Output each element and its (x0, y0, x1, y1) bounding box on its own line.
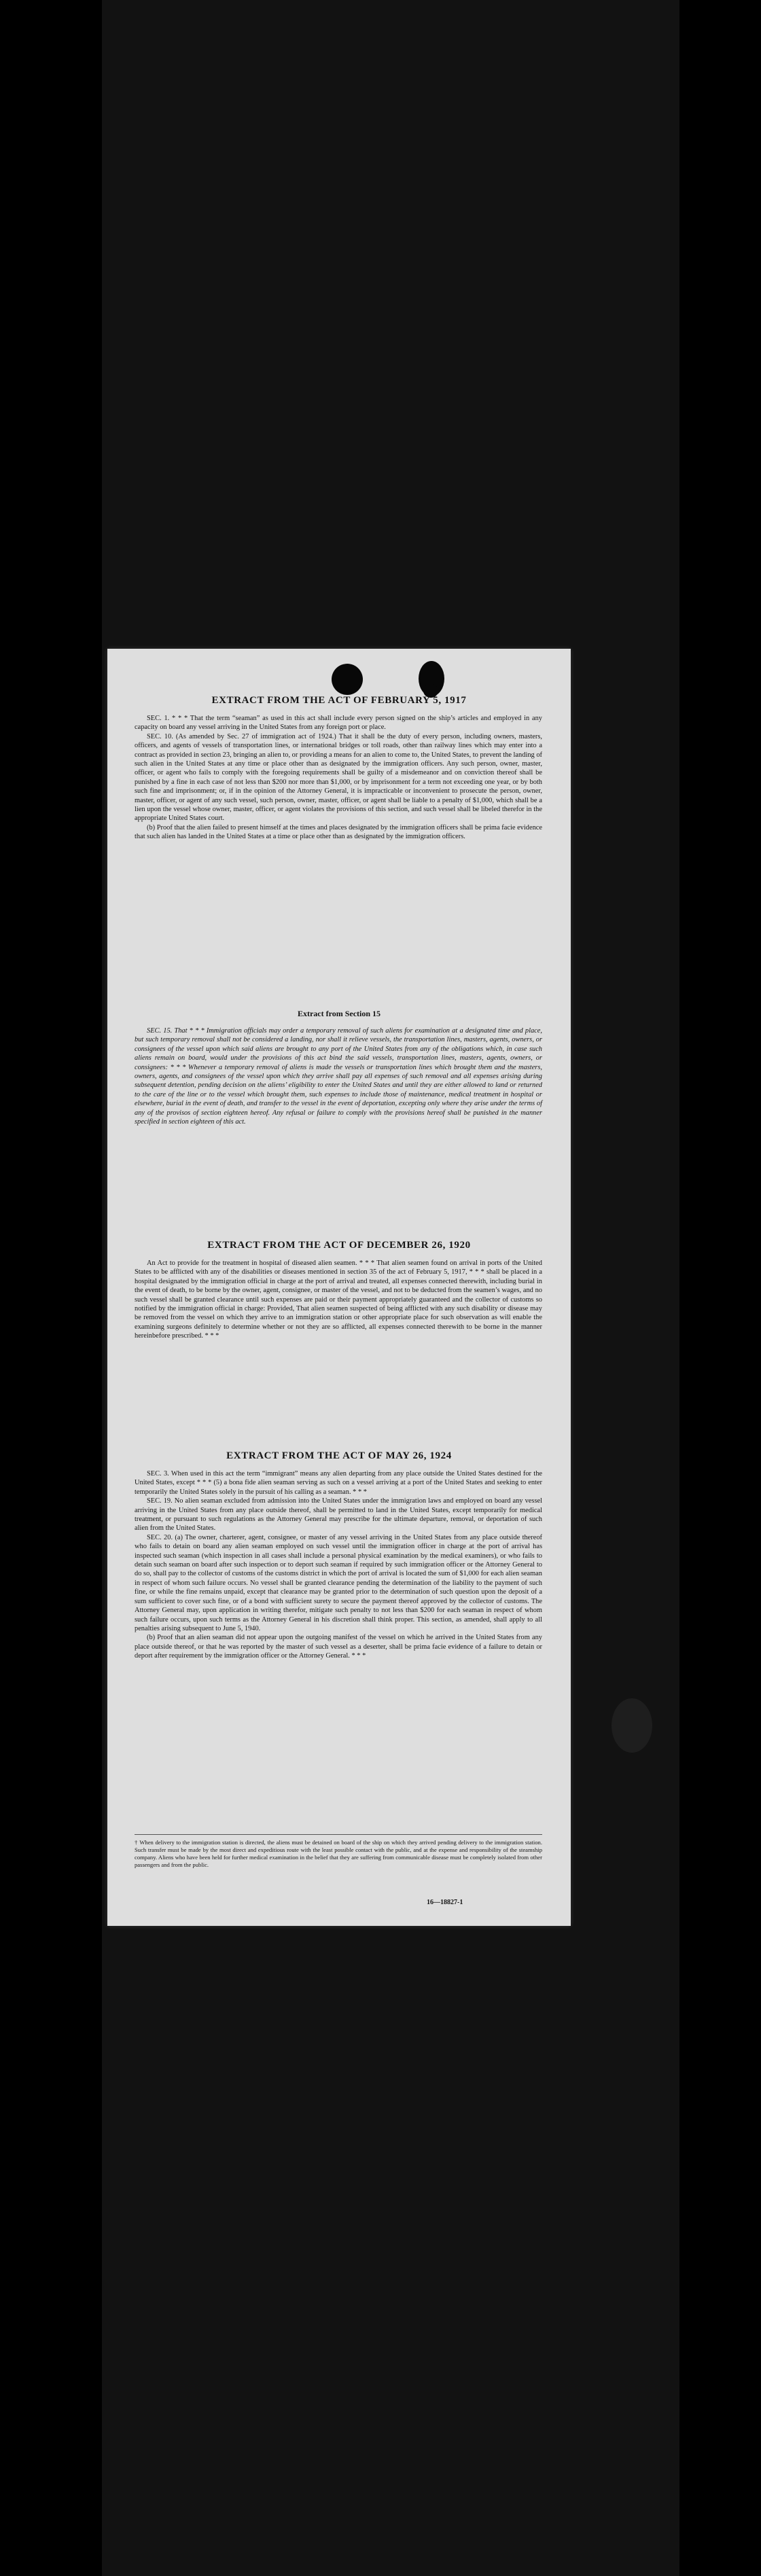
section-block-1917 (135, 714, 542, 842)
sub-heading-section-15: Extract from Section 15 (297, 1009, 381, 1018)
section-block-15 (135, 1026, 542, 1126)
punch-hole (332, 664, 363, 695)
heading-act-1924: EXTRACT FROM THE ACT OF MAY 26, 1924 (226, 1450, 452, 1461)
document-page (107, 649, 571, 1926)
form-number: 16—18827-1 (427, 1899, 463, 1906)
footnote: † When delivery to the immigration station is directed, the aliens must be detained on board of the ship on which they arrived pending delivery to the immigration station. Such transfer must be made by the most direct and expeditious route with the least possible contact with the public, and at the expense and responsibility of the steamship company. Aliens who have been held for further medical examination in the belief that they are suffering from communicable disease must be completely isolated from other passengers and from the public. (135, 1839, 542, 1868)
footnote-divider (135, 1834, 542, 1835)
paragraph-act-1920: An Act to provide for the treatment in hospital of diseased alien seamen. * * * That alien seamen found on arrival in ports of the United States to be afflicted with any of the disabilities or diseases mentioned in section 35 of the act of February 5, 1917, * * * shall be placed in a hospital designated by the immigration official in charge at the port of arrival and treated, all expenses connected therewith, including burial in the event of death, to be borne by the owner, agent, consignee, or master of the vessel, and not to be deducted from the seamen’s wages, and no such vessel shall be granted clearance until such expenses are paid or their payment appropriately guaranteed and the collector of customs so notified by the immigration official in charge: Provided, That alien seamen suspected of being afflicted with any such disability or disease may be removed from the vessel on which they arrive to an immigration station or other appropriate place for such observation as will enable the examining surgeons definitely to determine whether or not they are so afflicted, all expenses connected therewith to be borne in the manner hereinbefore prescribed. * * * (135, 1259, 542, 1340)
paragraph-sec-19: SEC. 19. No alien seaman excluded from admission into the United States under the immigration laws and employed on board any vessel arriving in the United States from any place outside thereof, shall be permitted to land in the United States, except temporarily for medical treatment, or pursuant to such regulations as the Attorney General may prescribe for the ultimate departure, removal, or deportation of such alien from the United States. (135, 1497, 542, 1533)
paragraph-sec-10-b: (b) Proof that the alien failed to present himself at the times and places designated by the immigration officers shall be prima facie evidence that such alien has landed in the United States at a time or place other than as designated by the immigration officers. (135, 823, 542, 841)
paragraph-sec-10: SEC. 10. (As amended by Sec. 27 of immigration act of 1924.) That it shall be the duty of every person, including owners, masters, officers, and agents of vessels of transportation lines, or international bridges or toll roads, other than railway lines which may enter into a contract as provided in section 23, bringing an alien to, or providing a means for an alien to come to, the United States, to prevent the landing of such alien in the United States at any time or place other than as designated by the immigration officers. Any such person, owner, master, officer, or agent who fails to comply with the foregoing requirements shall be guilty of a misdemeanor and on conviction thereof shall be punished by a fine in each case of not less than $200 nor more than $1,000, or by imprisonment for a term not exceeding one year, or by both such fine and imprisonment; or, if in the opinion of the Attorney General, it is impracticable or inconvenient to prosecute the person, owner, master, officer, or agent of any such vessel, such person, owner, master, officer, or agent shall be liable to a penalty of $1,000, which shall be a lien upon the vessel whose owner, master, officer, or agent violates the provisions of this section, and such vessel shall be libeled therefor in the appropriate United States court. (135, 732, 542, 823)
section-block-1924 (135, 1469, 542, 1661)
film-blemish (612, 1698, 652, 1753)
film-border-right (679, 0, 761, 2576)
paragraph-sec-20: SEC. 20. (a) The owner, charterer, agent, consignee, or master of any vessel arriving in the United States from any place outside thereof who fails to detain on board any alien seaman employed on such vessel until the immigration officer in charge at the port of arrival has inspected such seaman (which inspection in all cases shall include a personal physical examination by the medical examiners), or who fails to detain such seaman on board after such inspection or to deport such seaman if required by such immigration officer or the Attorney General to do so, shall pay to the collector of customs of the customs district in which the port of arrival is located the sum of $1,000 for each alien seaman in respect of whom such failure occurs. No vessel shall be granted clearance pending the determination of the liability to the payment of such fine, or while the fine remains unpaid, except that clearance may be granted prior to the determination of such question upon the deposit of a sum sufficient to cover such fine, or of a bond with sufficient surety to secure the payment thereof approved by the collector of customs. The Attorney General may, upon application in writing therefor, mitigate such penalty to not less than $200 for each seaman in respect of whom such failure occurs, upon such terms as the Attorney General in his discretion shall think proper. This section, as amended, shall apply to all penalties arising subsequent to June 5, 1940. (135, 1533, 542, 1632)
paragraph-sec-15: SEC. 15. That * * * Immigration officials may order a temporary removal of such aliens for examination at a designated time and place, but such temporary removal shall not be considered a landing, nor shall it relieve vessels, the transportation lines, masters, agents, owners, or consignees of the vessel upon which said aliens are brought to any port of the United States from any of the obligations which, in case such aliens remain on board, would under the provisions of this act bind the said vessels, transportation lines, masters, agents, owners, or consignees: * * * Whenever a temporary removal of aliens is made the vessels or transportation lines which brought them and the masters, owners, agents, and consignees of the vessel upon which they arrive shall pay all expenses of such removal and all expenses arising during subsequent detention, pending decision on the aliens’ eligibility to enter the United States and until they are either allowed to land or returned to the care of the line or to the vessel which brought them, such expenses to include those of maintenance, medical treatment in hospital or elsewhere, burial in the event of death, and transfer to the vessel in the event of deportation, excepting only where they arise under the terms of any of the provisos of section eighteen hereof. Any refusal or failure to comply with the provisions hereof shall be punished in the manner specified in section eighteen of this act. (135, 1027, 542, 1126)
section-block-1920 (135, 1259, 542, 1341)
paragraph-sec-1: SEC. 1. * * * That the term “seaman” as used in this act shall include every person signed on the ship’s articles and employed in any capacity on board any vessel arriving in the United States from any foreign port or place. (135, 715, 542, 732)
heading-act-1917: EXTRACT FROM THE ACT OF FEBRUARY 5, 1917 (211, 695, 467, 706)
paragraph-sec-20-b: (b) Proof that an alien seaman did not appear upon the outgoing manifest of the vessel on which he arrived in the United States from any place outside thereof, or that he was reported by the master of such vessel as a deserter, shall be prima facie evidence of a failure to detain or deport after requirement by the immigration officer or the Attorney General. * * * (135, 1634, 542, 1660)
heading-act-1920: EXTRACT FROM THE ACT OF DECEMBER 26, 1920 (207, 1240, 471, 1251)
paragraph-sec-3: SEC. 3. When used in this act the term “immigrant” means any alien departing from any place outside the United States destined for the United States, except * * * (5) a bona fide alien seaman serving as such on a vessel arriving at a port of the United States and seeking to enter temporarily the United States solely in the pursuit of his calling as a seaman. * * * (135, 1470, 542, 1496)
film-border-left (0, 0, 102, 2576)
